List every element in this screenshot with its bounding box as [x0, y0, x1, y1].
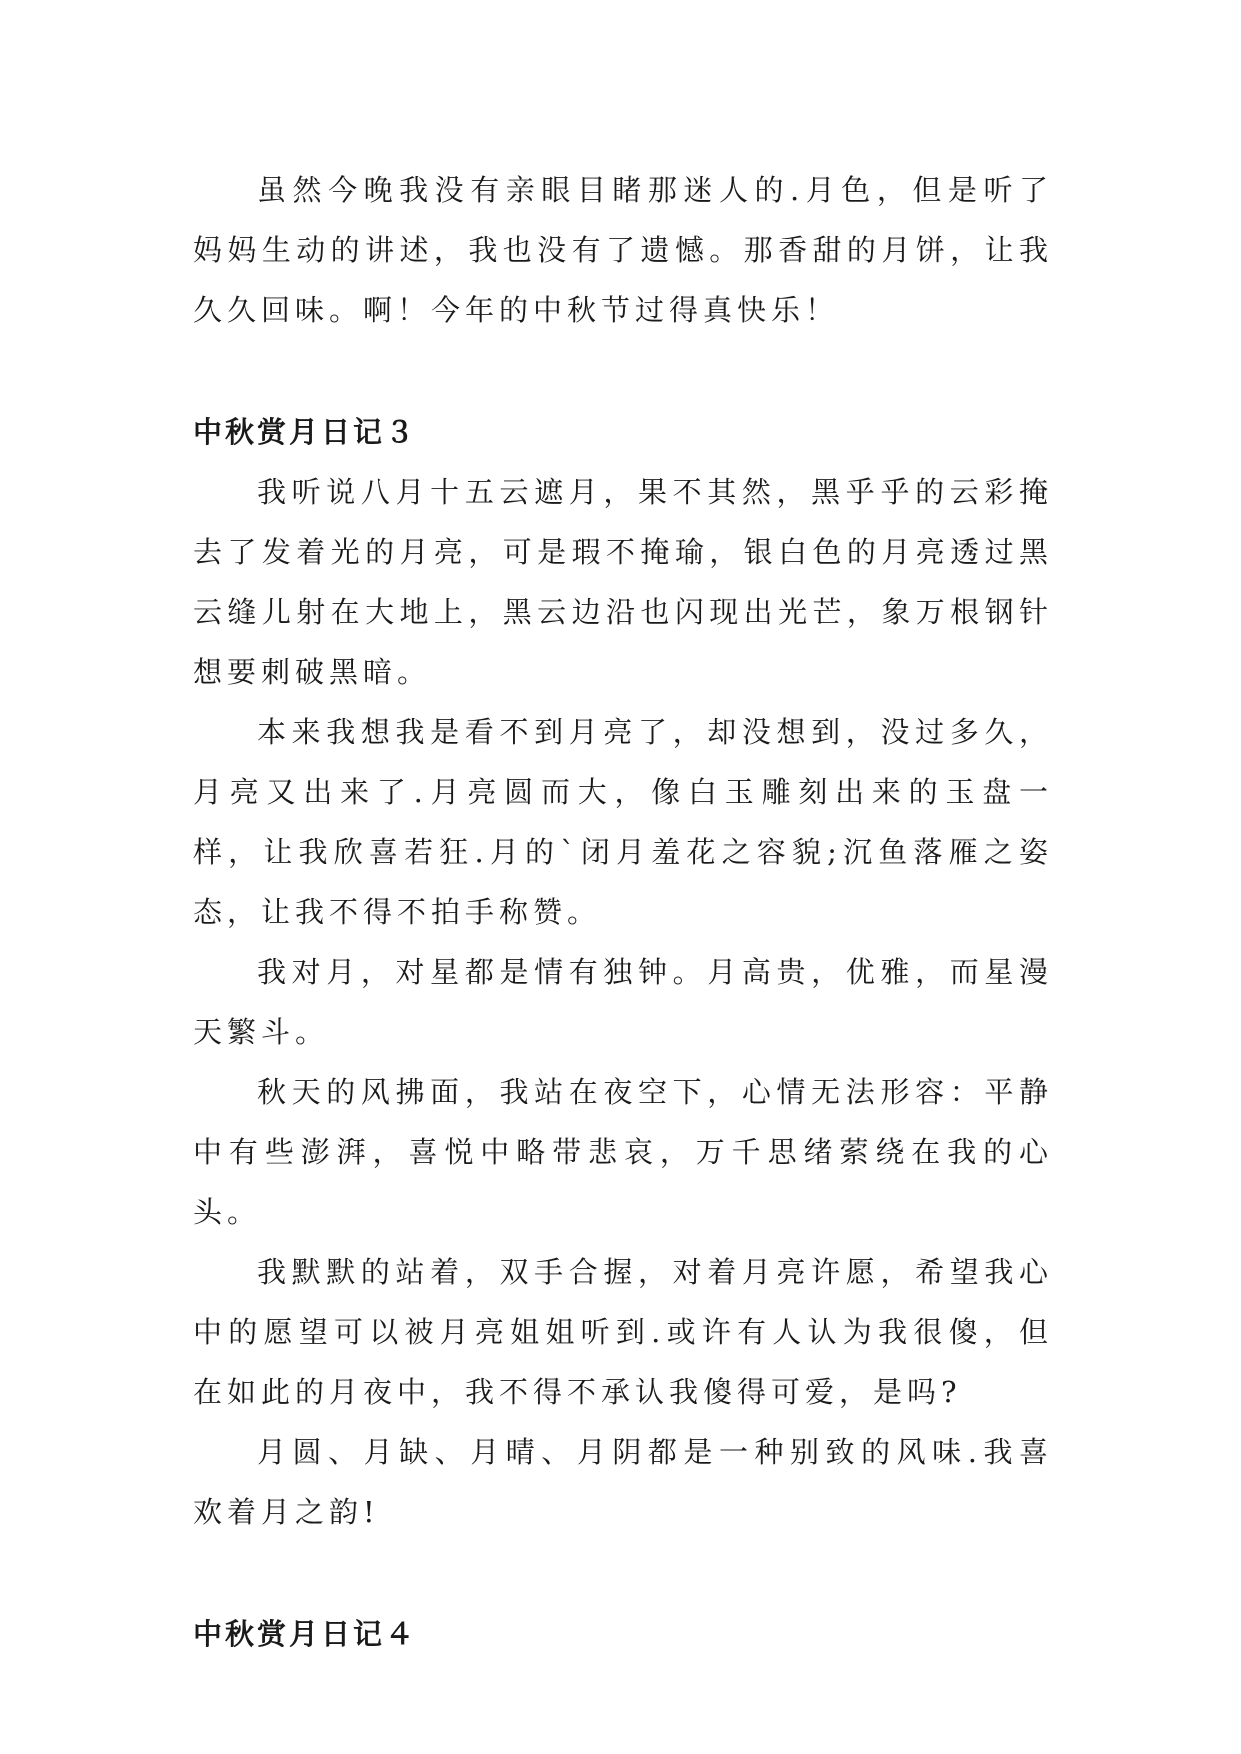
section3-paragraph-4: 秋天的风拂面，我站在夜空下，心情无法形容：平静中有些澎湃，喜悦中略带悲哀，万千思绪萦绕在我的心头。	[193, 1075, 1053, 1229]
intro-paragraph: 虽然今晚我没有亲眼目睹那迷人的.月色，但是听了妈妈生动的讲述，我也没有了遗憾。那香甜的月饼，让我久久回味。啊！今年的中秋节过得真快乐！	[193, 173, 1053, 327]
section3-paragraph-1: 我听说八月十五云遮月，果不其然，黑乎乎的云彩掩去了发着光的月亮，可是瑕不掩瑜，银白色的月亮透过黑云缝儿射在大地上，黑云边沿也闪现出光芒，象万根钢针想要刺破黑暗。	[193, 475, 1053, 689]
section3-paragraph-2: 本来我想我是看不到月亮了，却没想到，没过多久，月亮又出来了.月亮圆而大，像白玉雕刻出来的玉盘一样，让我欣喜若狂.月的`闭月羞花之容貌;沉鱼落雁之姿态，让我不得不拍手称赞。	[193, 715, 1053, 929]
section-title-diary-4: 中秋赏月日记４	[193, 1617, 418, 1651]
section3-paragraph-3: 我对月，对星都是情有独钟。月高贵，优雅，而星漫天繁斗。	[193, 955, 1053, 1049]
section-title-diary-3: 中秋赏月日记３	[193, 415, 418, 449]
section3-paragraph-5: 我默默的站着，双手合握，对着月亮许愿，希望我心中的愿望可以被月亮姐姐听到.或许有人认为我很傻，但在如此的月夜中，我不得不承认我傻得可爱，是吗?	[193, 1255, 1053, 1409]
section3-paragraph-6: 月圆、月缺、月晴、月阴都是一种别致的风味.我喜欢着月之韵!	[193, 1435, 1053, 1529]
document-body	[193, 160, 1053, 1664]
